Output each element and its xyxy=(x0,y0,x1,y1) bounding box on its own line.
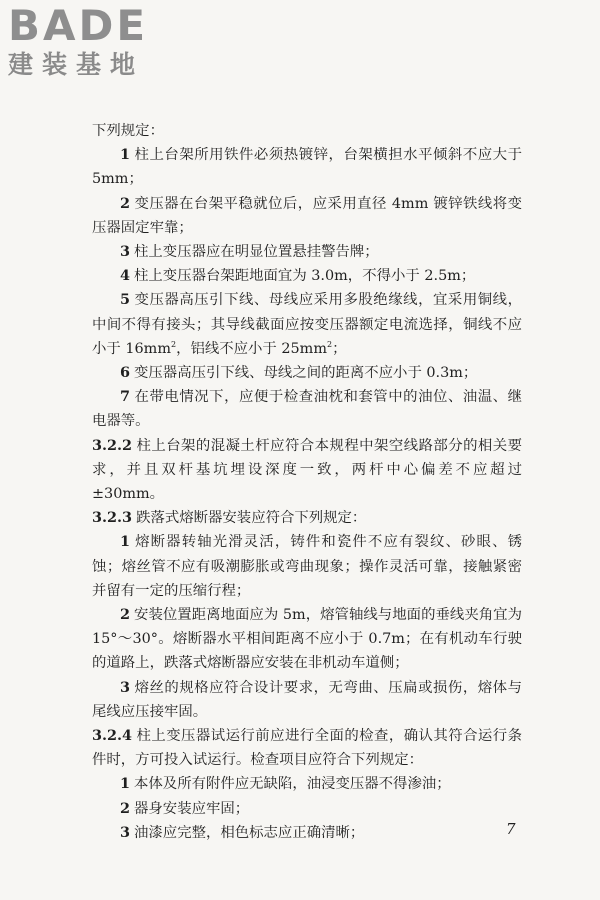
bade-logo xyxy=(8,1,178,84)
item-text: 柱上变压器应在明显位置悬挂警告牌； xyxy=(134,244,379,261)
item-number: 1 xyxy=(120,533,131,551)
clause-item xyxy=(92,530,522,603)
item-number: 1 xyxy=(120,146,131,164)
clause-item xyxy=(92,240,522,264)
item-number: 7 xyxy=(120,388,131,406)
item-text: 变压器高压引下线、母线之间的距离不应小于 0.3m； xyxy=(134,365,478,382)
item-number: 3 xyxy=(120,243,131,261)
item-text: 在带电情况下，应便于检查油枕和套管中的油位、油温、继电器等。 xyxy=(92,389,522,430)
section-3-2-3 xyxy=(92,506,522,530)
section-number: 3.2.2 xyxy=(92,436,133,454)
paragraph-lead xyxy=(92,119,522,143)
superscript: 2 xyxy=(170,340,177,350)
clause-item xyxy=(92,797,522,821)
clause-item xyxy=(92,772,522,796)
item-text: 安装位置距离地面应为 5m，熔管轴线与地面的垂线夹角宜为 15°～30°。熔断器水平相间距离不应小于 0.7m；在有机动车行驶的道路上，跌落式熔断器应安装在非机动车道侧； xyxy=(92,607,522,672)
clause-item xyxy=(92,192,522,240)
item-number: 3 xyxy=(120,823,131,841)
section-number: 3.2.4 xyxy=(92,727,133,745)
item-text: 变压器在台架平稳就位后，应采用直径 4mm 镀锌铁线将变压器固定牢靠； xyxy=(92,195,522,236)
section-3-2-4 xyxy=(92,724,522,772)
clause-item xyxy=(92,288,522,361)
section-text: 跌落式熔断器安装应符合下列规定： xyxy=(136,510,367,527)
item-text: 柱上台架所用铁件必须热镀锌，台架横担水平倾斜不应大于 5mm； xyxy=(92,147,522,188)
item-text: 熔断器转轴光滑灵活，铸件和瓷件不应有裂纹、砂眼、锈蚀；熔丝管不应有吸潮膨胀或弯曲现象；操作灵活可靠，接触紧密并留有一定的压缩行程； xyxy=(92,534,522,599)
item-text: 油漆应完整，相色标志应正确清晰； xyxy=(134,824,365,841)
item-number: 2 xyxy=(120,606,131,624)
clause-item xyxy=(92,385,522,433)
clause-item xyxy=(92,361,522,385)
section-number: 3.2.3 xyxy=(92,509,133,527)
item-number: 2 xyxy=(120,799,131,817)
item-text: 熔丝的规格应符合设计要求，无弯曲、压扁或损伤，熔体与尾线应压接牢固。 xyxy=(92,679,522,720)
item-number: 6 xyxy=(120,364,131,382)
item-text: 器身安装应牢固； xyxy=(134,800,250,817)
item-text: ； xyxy=(332,340,347,357)
clause-item xyxy=(92,264,522,288)
section-text: 柱上变压器试运行前应进行全面的检查，确认其符合运行条件时，方可投入试运行。检查项目应符合下列规定： xyxy=(92,728,522,769)
clause-item xyxy=(92,143,522,191)
logo-wordmark: BADE xyxy=(8,1,149,50)
section-text: 柱上台架的混凝土杆应符合本规程中架空线路部分的相关要求，并且双杆基坑埋设深度一致，两杆中心偏差不应超过±30mm。 xyxy=(92,437,522,503)
clause-item xyxy=(92,676,522,724)
item-text: 柱上变压器台架距地面宜为 3.0m，不得小于 2.5m； xyxy=(134,268,476,285)
clause-item xyxy=(92,821,522,845)
lead-text: 下列规定： xyxy=(92,123,164,139)
page-number: 7 xyxy=(506,820,516,838)
logo-subtitle: 建装基地 xyxy=(8,50,145,79)
item-number: 3 xyxy=(120,678,131,696)
item-number: 4 xyxy=(120,267,131,285)
item-number: 2 xyxy=(120,194,131,212)
item-number: 5 xyxy=(120,291,131,309)
item-text: 本体及所有附件应无缺陷，油浸变压器不得渗油； xyxy=(134,776,451,793)
document-body xyxy=(92,119,522,845)
item-number: 1 xyxy=(120,775,131,793)
section-3-2-2 xyxy=(92,434,522,507)
superscript: 2 xyxy=(326,340,333,350)
clause-item xyxy=(92,603,522,676)
item-text: ，铝线不应小于 25mm xyxy=(176,340,327,357)
item-text: 变压器高压引下线、母线应采用多股绝缘线，宜采用铜线，中间不得有接头；其导线截面应按变压器额定电流选择，铜线不应小于 16mm xyxy=(92,292,522,357)
